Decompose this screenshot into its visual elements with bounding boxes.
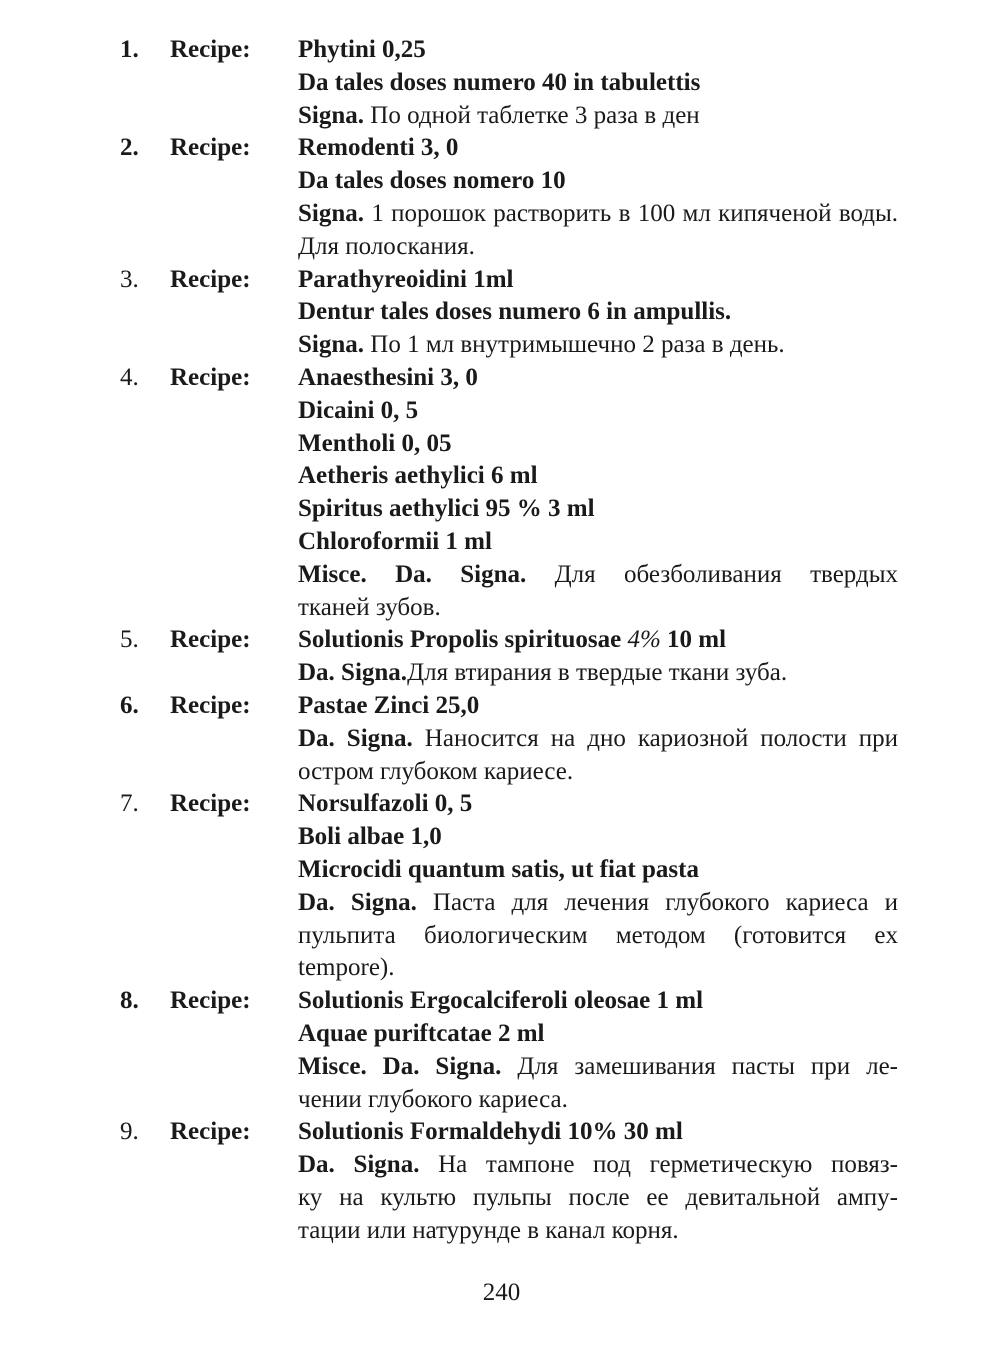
signa-lead: Signa. xyxy=(298,199,365,227)
recipe-number: 6. xyxy=(120,691,139,719)
recipe-line: чении глубокого кариеса. xyxy=(298,1085,568,1113)
recipe-line: Boli albae 1,0 xyxy=(298,823,442,851)
recipe-line: Mentholi 0, 05 xyxy=(298,429,452,457)
recipe-number: 1. xyxy=(120,36,139,63)
recipe-item xyxy=(0,788,1003,985)
recipe-line: Aquae puriftcatae 2 ml xyxy=(298,1019,545,1047)
signa-lead: Da. Signa. xyxy=(298,888,417,916)
signa-text: По одной таблетке 3 раза в ден xyxy=(364,101,700,129)
recipe-number: 3. xyxy=(120,265,139,293)
recipe-line: Remodenti 3, 0 xyxy=(298,134,459,162)
recipe-label: Recipe: xyxy=(170,626,251,654)
recipe-item xyxy=(0,34,1003,132)
signa-text: Для обезболивания твердых xyxy=(526,560,898,588)
signa-lead: Solutionis Propolis spirituosae xyxy=(298,626,622,654)
recipe-list xyxy=(0,34,1003,1247)
recipe-body xyxy=(298,690,898,788)
recipe-item xyxy=(0,624,1003,690)
recipe-line xyxy=(298,100,898,133)
recipe-body xyxy=(298,264,898,362)
recipe-body xyxy=(298,985,898,1116)
recipe-number: 9. xyxy=(120,1118,139,1146)
recipe-line xyxy=(298,887,898,920)
recipe-item xyxy=(0,1116,1003,1247)
recipe-label: Recipe: xyxy=(170,36,251,63)
recipe-line: Solutionis Formaldehydi 10% 30 ml xyxy=(298,1118,683,1146)
signa-lead: Signa. xyxy=(298,101,365,129)
recipe-item xyxy=(0,264,1003,362)
recipe-line xyxy=(298,559,898,592)
recipe-line: остром глубоком кариесе. xyxy=(298,757,574,785)
quantity: 10 ml xyxy=(667,626,727,654)
recipe-label: Recipe: xyxy=(170,987,251,1015)
recipe-line: Aetheris aethylici 6 ml xyxy=(298,462,538,490)
signa-lead: Da. Signa. xyxy=(298,1151,420,1179)
recipe-label: Recipe: xyxy=(170,790,251,818)
recipe-line: Chloroformii 1 ml xyxy=(298,527,492,555)
recipe-number: 7. xyxy=(120,790,139,818)
recipe-line: Dicaini 0, 5 xyxy=(298,396,419,424)
recipe-line: Norsulfazoli 0, 5 xyxy=(298,790,473,818)
recipe-body xyxy=(298,624,898,690)
recipe-number: 2. xyxy=(120,134,139,162)
signa-text: Для втирания в твердые ткани зуба. xyxy=(407,659,788,687)
recipe-line: Dentur tales doses numero 6 in ampullis. xyxy=(298,298,732,326)
signa-lead: Signa. xyxy=(298,331,365,359)
recipe-line xyxy=(298,329,898,362)
recipe-number: 8. xyxy=(120,987,139,1015)
recipe-label: Recipe: xyxy=(170,265,251,293)
recipe-line: тации или натурунде в канал корня. xyxy=(298,1216,679,1244)
signa-text: По 1 мл внутримышечно 2 раза в день. xyxy=(364,331,785,359)
recipe-line: tempore). xyxy=(298,954,395,982)
recipe-line xyxy=(298,723,898,756)
recipe-line xyxy=(298,624,898,657)
recipe-item xyxy=(0,132,1003,263)
recipe-line: Solutionis Ergocalciferoli oleosae 1 ml xyxy=(298,987,704,1015)
recipe-body xyxy=(298,1116,898,1247)
recipe-line: Spiritus aethylici 95 % 3 ml xyxy=(298,495,595,523)
recipe-item xyxy=(0,362,1003,624)
recipe-line: Phytini 0,25 xyxy=(298,36,426,63)
recipe-number: 5. xyxy=(120,626,139,654)
signa-text: Наносится на дно кариозной полости при xyxy=(412,724,898,752)
recipe-number: 4. xyxy=(120,363,139,391)
recipe-item xyxy=(0,985,1003,1116)
recipe-label: Recipe: xyxy=(170,363,251,391)
recipe-line xyxy=(298,1051,898,1084)
recipe-line: тканей зубов. xyxy=(298,593,441,621)
signa-lead: Misce. Da. Signa. xyxy=(298,1052,502,1080)
recipe-line xyxy=(298,1149,898,1182)
signa-text: Паста для лечения глубокого кариеса и xyxy=(416,888,898,916)
recipe-line: Parathyreoidini 1ml xyxy=(298,265,514,293)
recipe-body xyxy=(298,34,898,132)
recipe-line: Da tales doses numero 40 in tabulettis xyxy=(298,68,701,96)
recipe-line: Для полоскания. xyxy=(298,232,475,260)
recipe-line: пульпита биологическим методом (готовится ex xyxy=(298,921,898,949)
page-number: 240 xyxy=(482,1279,521,1306)
recipe-line xyxy=(298,657,898,690)
signa-lead: Misce. Da. Signa. xyxy=(298,560,527,588)
recipe-body xyxy=(298,362,898,624)
signa-text: 1 порошок растворить в 100 мл кипяченой воды. xyxy=(364,199,898,227)
recipe-line: Microcidi quantum satis, ut fiat pasta xyxy=(298,855,699,883)
signa-text: На тампоне под герметическую повяз- xyxy=(419,1151,899,1179)
recipe-line: Pastae Zinci 25,0 xyxy=(298,691,480,719)
signa-lead: Da. Signa. xyxy=(298,724,413,752)
recipe-line: ку на культю пульпы после ее девитальной ампу- xyxy=(298,1183,898,1211)
percent-italic: 4% xyxy=(627,626,661,654)
recipe-body xyxy=(298,132,898,263)
recipe-label: Recipe: xyxy=(170,1118,251,1146)
recipe-line: Anaesthesini 3, 0 xyxy=(298,363,478,391)
recipe-line: Da tales doses nomero 10 xyxy=(298,167,566,195)
recipe-label: Recipe: xyxy=(170,134,251,162)
signa-lead: Da. Signa. xyxy=(298,659,408,687)
recipe-body xyxy=(298,788,898,985)
recipe-item xyxy=(0,690,1003,788)
recipe-line xyxy=(298,198,898,231)
signa-text: Для замешивания пасты при ле- xyxy=(501,1052,898,1080)
recipe-label: Recipe: xyxy=(170,691,251,719)
